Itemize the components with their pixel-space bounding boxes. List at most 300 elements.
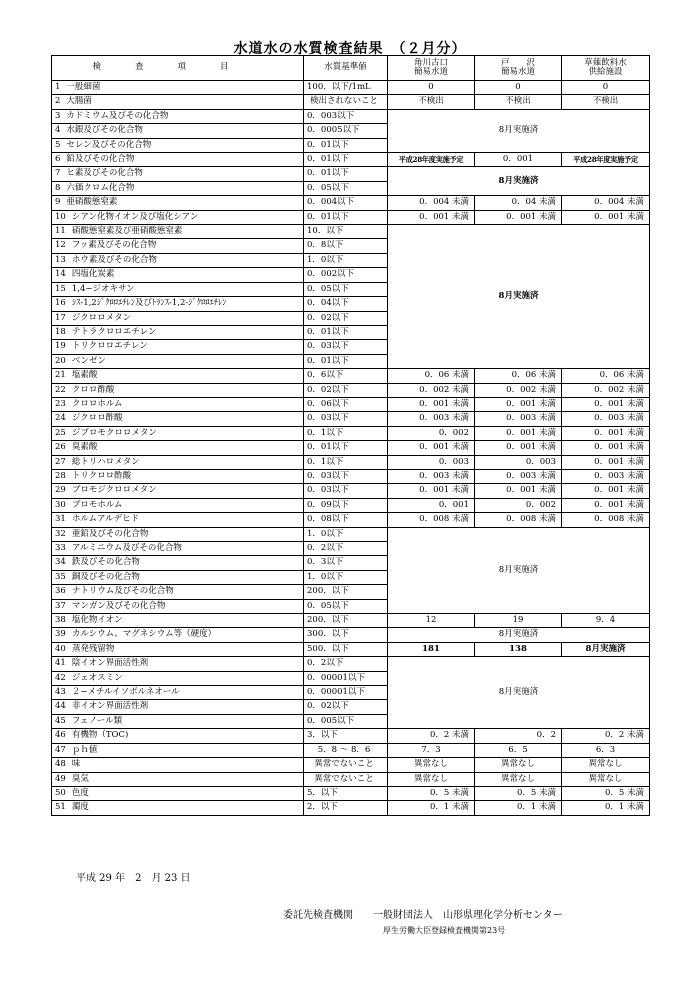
item-name [52,614,304,628]
item-name [52,772,304,786]
item-name [52,786,304,800]
item-label: ヒ素及びその化合物 [66,168,143,179]
standard-value: 300．以下 [304,628,388,642]
result-site2: 0．001 未満 [475,426,562,440]
item-name [52,527,304,541]
table-row [52,109,650,123]
item-name [52,671,304,685]
result-site1: 0．001 [388,498,475,512]
table-row [52,628,650,642]
table-row [52,153,650,167]
standard-value: 0．004以下 [304,196,388,210]
result-site2: 0．003 未満 [475,469,562,483]
standard-value: 0．03以下 [304,412,388,426]
header-site2-line1: 戸 沢 [500,57,535,68]
item-number: 49 [55,773,66,784]
result-site3: 0．004 未満 [562,196,650,210]
item-name [52,325,304,339]
item-name [52,311,304,325]
standard-value: 0．2以下 [304,657,388,671]
result-site3: 0．001 未満 [562,441,650,455]
standard-value: 0．1以下 [304,426,388,440]
item-number: 42 [55,672,66,683]
result-site1: 0．004 未満 [388,196,475,210]
item-number: 5 [55,139,61,150]
standard-value: 0．0005以下 [304,124,388,138]
table-header-row [52,56,650,81]
item-label: 塩素酸 [71,370,98,381]
standard-value: 0．05以下 [304,599,388,613]
result-site1: 異常なし [388,772,475,786]
item-name [52,210,304,224]
item-name [52,95,304,109]
standard-value: 0．02以下 [304,311,388,325]
item-label: 非イオン界面活性剤 [71,701,149,712]
standard-value: 1．0以下 [304,253,388,267]
item-name [52,441,304,455]
item-name [52,239,304,253]
table-row [52,210,650,224]
item-label: トリクロロ酢酸 [71,470,132,481]
result-site2: 0．003 [475,455,562,469]
item-label: ジクロロメタン [71,312,132,323]
item-number: 10 [55,211,66,222]
item-label: 四塩化炭素 [71,269,115,280]
item-name [52,340,304,354]
item-number: 29 [55,485,66,496]
item-number: 11 [55,226,66,237]
result-site2: 0．003 未満 [475,412,562,426]
table-row [52,614,650,628]
item-label: ナトリウム及びその化合物 [71,586,174,597]
item-label: 陰イオン界面活性剤 [71,658,149,669]
item-number: 40 [55,643,66,654]
merged-result-cell: 8月実施済 [388,657,650,729]
item-number: 48 [55,759,66,770]
item-label: 一般細菌 [66,82,101,92]
item-number: 33 [55,543,66,553]
item-name [52,556,304,570]
result-site1: 0．001 未満 [388,484,475,498]
item-label: 硝酸態窒素及び亜硝酸態窒素 [71,226,183,237]
item-label: ｼｽ-1,2ｼﾞｸﾛﾛｴﾁﾚﾝ及びﾄﾗﾝｽ-1,2-ｼﾞｸﾛﾛｴﾁﾚﾝ [71,298,227,309]
item-label: 銅及びその化合物 [71,571,140,582]
item-label: アルミニウム及びその化合物 [71,543,182,553]
item-label: ジブロモクロロメタン [71,427,157,438]
result-site1: 0．06 未満 [388,369,475,383]
standard-value: 0．02以下 [304,383,388,397]
agency-name: 一般財団法人 山形県理化学分析センター [373,910,563,921]
item-number: 8 [55,182,61,193]
standard-value: 5．以下 [304,786,388,800]
item-label: ブロモホルム [71,499,123,510]
result-site2: 異常なし [475,758,562,772]
item-name [52,469,304,483]
item-number: 22 [55,384,66,395]
item-number: 43 [55,687,66,698]
standard-value: 検出されないこと [304,95,388,109]
table-row [52,95,650,109]
merged-result-cell: 8月実施済 [388,527,650,613]
item-name [52,196,304,210]
item-number: 17 [55,312,66,323]
item-number: 37 [55,600,66,611]
result-site3: 0．001 未満 [562,484,650,498]
table-row [52,498,650,512]
result-site3: 9．4 [562,614,650,628]
table-row [52,441,650,455]
item-label: 塩化物イオン [71,615,123,626]
item-name [52,657,304,671]
result-site1: 0．002 [388,426,475,440]
report-date: 平成 29 年 2 月 23 日 [76,873,191,884]
merged-result-cell: 8月実施済 [388,628,650,642]
item-number: 18 [55,326,66,337]
standard-value: 異常でないこと [304,772,388,786]
item-number: 12 [55,240,66,251]
standard-value: 0．05以下 [304,282,388,296]
table-row [52,397,650,411]
item-name [52,642,304,656]
table-row [52,642,650,656]
item-name [52,383,304,397]
table-row [52,455,650,469]
item-number: 44 [55,701,66,712]
result-site1: 異常なし [388,758,475,772]
item-label: セレン及びその化合物 [66,139,152,150]
result-site1: 0 [388,81,475,95]
result-site3: 0．2 未満 [562,729,650,743]
item-number: 46 [55,730,66,741]
standard-value: 0．2以下 [304,542,388,556]
item-label: ジェオスミン [71,672,123,683]
item-number: 7 [55,168,61,179]
item-label: 亜鉛及びその化合物 [71,528,149,539]
item-label: ｐｈ値 [71,744,98,755]
item-number: 30 [55,499,66,510]
standard-value: 0．005以下 [304,714,388,728]
result-site1: 0．003 未満 [388,469,475,483]
item-number: 41 [55,658,66,669]
table-row [52,426,650,440]
header-site1-line1: 角川古口 [413,57,448,68]
header-site3-line2: 供給施設 [588,67,623,77]
table-row [52,81,650,95]
table-row [52,801,650,815]
item-label: シアン化物イオン及び塩化シアン [71,211,199,222]
item-number: 38 [55,615,66,626]
result-site3: 0．001 未満 [562,426,650,440]
result-site1: 0．001 未満 [388,441,475,455]
result-site3: 異常なし [562,758,650,772]
standard-value: 0．05以下 [304,181,388,195]
header-standard: 水質基準値 [304,56,388,81]
result-site1: 0．002 未満 [388,383,475,397]
inspection-agency [283,906,563,921]
standard-value: 異常でないこと [304,758,388,772]
item-number: 25 [55,427,66,438]
item-name [52,542,304,556]
item-name [52,167,304,181]
item-name [52,369,304,383]
standard-value: 0．00001以下 [304,686,388,700]
standard-value: 2．以下 [304,801,388,815]
result-site2: 0．008 未満 [475,513,562,527]
standard-value: 0．03以下 [304,484,388,498]
item-name [52,426,304,440]
water-quality-table [51,55,650,816]
item-label: 鉛及びその化合物 [66,154,135,165]
item-number: 26 [55,442,66,453]
item-name [52,513,304,527]
header-site1 [388,56,475,81]
result-site1: 0．003 未満 [388,412,475,426]
item-label: ホルムアルデヒド [71,514,140,525]
result-site1: 0．003 [388,455,475,469]
item-label: ブロモジクロロメタン [71,485,157,496]
item-label: 臭気 [71,773,89,784]
item-number: 13 [55,254,66,265]
item-name [52,498,304,512]
standard-value: 0．03以下 [304,469,388,483]
standard-value: 200．以下 [304,585,388,599]
item-name [52,268,304,282]
standard-value: 0．3以下 [304,556,388,570]
item-name [52,225,304,239]
item-name [52,253,304,267]
table-row [52,484,650,498]
item-name [52,700,304,714]
table-row [52,729,650,743]
result-site2: 0．06 未満 [475,369,562,383]
item-name [52,81,304,95]
item-label: 濁度 [71,802,89,813]
merged-result-cell: 8月実施済 [388,167,650,196]
item-name [52,628,304,642]
item-number: 2 [55,96,61,107]
standard-value: 0．02以下 [304,700,388,714]
merged-result-cell: 8月実施済 [388,109,650,152]
standard-value: 500．以下 [304,642,388,656]
table-row [52,383,650,397]
item-name [52,455,304,469]
result-site2: 0．001 未満 [475,210,562,224]
item-number: 15 [55,283,66,294]
item-label: 鉄及びその化合物 [71,557,140,568]
result-site3: 0 [562,81,650,95]
item-label: 臭素酸 [71,442,98,453]
result-site2: 19 [475,614,562,628]
item-number: 24 [55,413,66,424]
item-label: ホウ素及びその化合物 [71,254,157,265]
standard-value: 0．003以下 [304,109,388,123]
item-number: 14 [55,269,66,280]
item-label: カドミウム及びその化合物 [66,110,169,121]
item-label: トリクロロエチレン [71,341,148,352]
item-name [52,138,304,152]
item-number: 31 [55,514,66,525]
standard-value: 200．以下 [304,614,388,628]
header-site2 [475,56,562,81]
result-site2: 不検出 [475,95,562,109]
item-label: 総トリハロメタン [71,456,140,467]
standard-value: 10．以下 [304,225,388,239]
result-site3: 0．003 未満 [562,469,650,483]
result-site2: 0．001 未満 [475,441,562,455]
item-label: 味 [71,759,81,770]
result-site2: 0．002 [475,498,562,512]
item-number: 6 [55,154,61,165]
item-name [52,412,304,426]
result-site3: 0．001 未満 [562,397,650,411]
result-site1: 7．3 [388,743,475,757]
result-site2: 138 [475,642,562,656]
table-row [52,513,650,527]
result-site2: 0．002 未満 [475,383,562,397]
result-site1: 不検出 [388,95,475,109]
item-label: クロロホルム [71,398,123,409]
result-site3: 0．5 未満 [562,786,650,800]
result-site1: 0．001 未満 [388,397,475,411]
item-number: 9 [55,197,61,208]
standard-value: 0．06以下 [304,397,388,411]
item-name [52,181,304,195]
table-row [52,196,650,210]
item-number: 3 [55,110,61,121]
item-number: 51 [55,802,66,813]
standard-value: 0．04以下 [304,297,388,311]
result-site2: 異常なし [475,772,562,786]
result-site1: 0．001 未満 [388,210,475,224]
result-site3: 0．008 未満 [562,513,650,527]
item-label: マンガン及びその化合物 [71,600,166,611]
standard-value: 0．01以下 [304,153,388,167]
merged-result-cell: 8月実施済 [388,225,650,369]
result-site1: 0．2 未満 [388,729,475,743]
item-name [52,743,304,757]
result-site1: 0．5 未満 [388,786,475,800]
item-number: 19 [55,341,66,352]
result-site1: 12 [388,614,475,628]
item-number: 36 [55,586,66,597]
item-name [52,109,304,123]
standard-value: 1．0以下 [304,570,388,584]
item-label: 蒸発残留物 [71,643,115,654]
item-label: 水銀及びその化合物 [66,125,143,136]
header-item: 検査項目 [52,56,304,81]
item-number: 35 [55,571,66,582]
header-site3-line1: 草薙飲料水 [584,57,627,68]
table-row [52,412,650,426]
table-row [52,225,650,239]
standard-value: 0．8以下 [304,239,388,253]
result-site3: 6．3 [562,743,650,757]
item-name [52,714,304,728]
item-number: 21 [55,370,66,381]
item-name [52,354,304,368]
item-label: 亜硝酸態窒素 [66,197,118,208]
standard-value: 0．03以下 [304,340,388,354]
table-row [52,743,650,757]
item-number: 45 [55,715,66,726]
table-row [52,758,650,772]
standard-value: 0．01以下 [304,138,388,152]
item-label: カルシウム、マグネシウム等（硬度） [71,629,217,640]
standard-value: 0．00001以下 [304,671,388,685]
standard-value: 0．01以下 [304,441,388,455]
item-number: 50 [55,787,66,798]
item-label: 大腸菌 [66,96,92,107]
item-number: 23 [55,398,66,409]
table-row [52,527,650,541]
item-number: 47 [55,744,66,755]
item-number: 27 [55,456,66,467]
header-site3 [562,56,650,81]
result-site2: 0．1 未満 [475,801,562,815]
item-name [52,124,304,138]
item-number: 4 [55,125,61,136]
item-number: 32 [55,528,66,539]
table-row [52,786,650,800]
item-number: 20 [55,355,66,366]
item-name [52,599,304,613]
item-label: 有機物（TOC) [71,730,129,741]
result-site3: 0．1 未満 [562,801,650,815]
result-site2: 0．04 未満 [475,196,562,210]
standard-value: 0．002以下 [304,268,388,282]
result-site2: 0．001 [475,153,562,167]
item-name [52,585,304,599]
item-name [52,297,304,311]
result-site1: 0．008 未満 [388,513,475,527]
item-name [52,729,304,743]
standard-value: 3．以下 [304,729,388,743]
standard-value: 0．6以下 [304,369,388,383]
result-site3: 異常なし [562,772,650,786]
header-site2-line2: 簡易水道 [500,67,535,77]
result-site3: 0．001 未満 [562,498,650,512]
result-site3: 平成28年度実施予定 [562,153,650,167]
item-label: テトラクロロエチレン [71,326,157,337]
result-site3: 0．06 未満 [562,369,650,383]
item-label: フェノール類 [71,715,123,726]
item-name [52,282,304,296]
table-row [52,772,650,786]
item-name [52,686,304,700]
standard-value: 0．1以下 [304,455,388,469]
table-row [52,167,650,181]
page-title: 水道水の水質検査結果 （２月分） [233,41,467,57]
table-row [52,469,650,483]
result-site2: 0．001 未満 [475,397,562,411]
item-label: ベンゼン [71,355,106,366]
standard-value: 0．09以下 [304,498,388,512]
standard-value: 1．0以下 [304,527,388,541]
item-name [52,153,304,167]
standard-value: 0．01以下 [304,354,388,368]
registration-number: 厚生労働大臣登録検査機関第23号 [383,926,506,935]
result-site1: 181 [388,642,475,656]
standard-value: 0．01以下 [304,167,388,181]
result-site3: 不検出 [562,95,650,109]
item-label: フッ素及びその化合物 [71,240,157,251]
item-label: 六価クロム化合物 [66,182,135,193]
item-number: 39 [55,629,66,640]
item-label: ジクロロ酢酸 [71,413,123,424]
standard-value: 100．以下/1mL [304,81,388,95]
result-site2: 0 [475,81,562,95]
item-name [52,570,304,584]
